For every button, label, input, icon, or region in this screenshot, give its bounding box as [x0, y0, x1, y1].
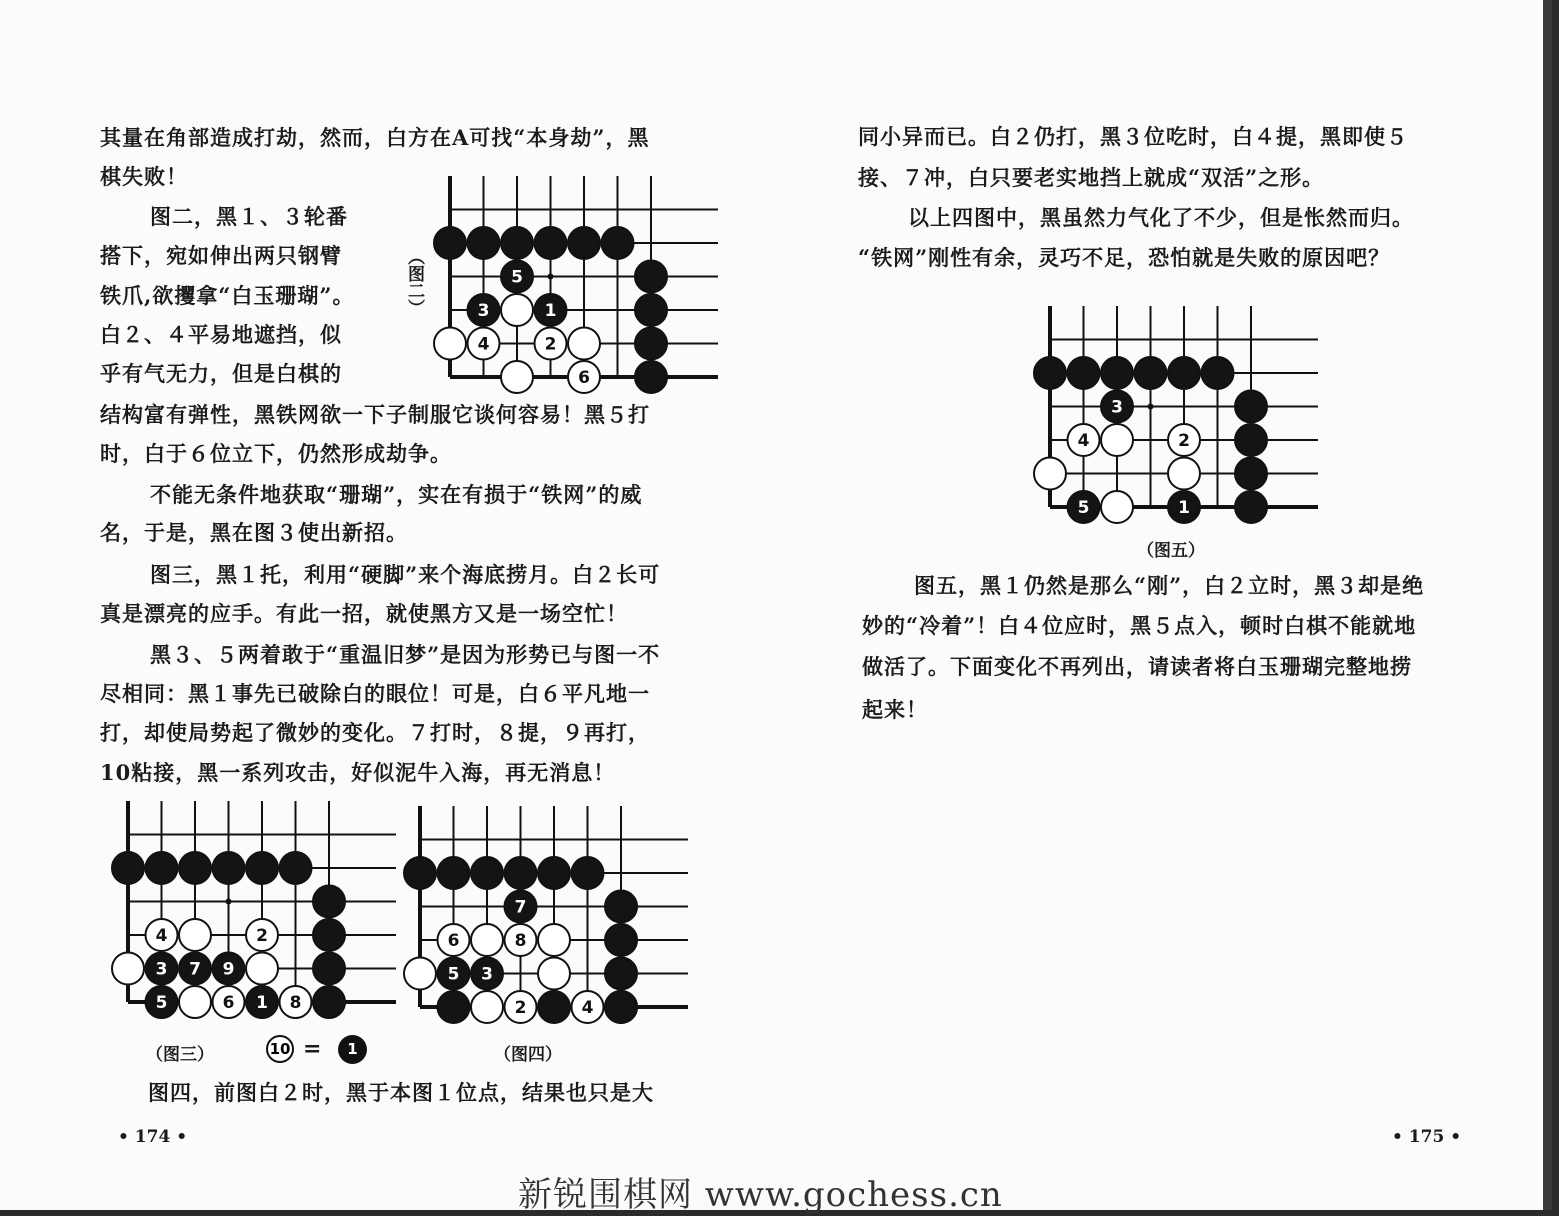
black-stone: [1235, 424, 1267, 456]
black-stone: [146, 852, 178, 884]
black-stone: [179, 852, 211, 884]
fig2-caption: （图二）: [404, 248, 424, 316]
move-number: 2: [256, 926, 268, 946]
move-number: 5: [155, 993, 168, 1013]
move-number: 2: [1178, 431, 1190, 451]
text-line: 10粘接，黑一系列攻击，好似泥牛入海，再无消息！: [100, 760, 616, 785]
text-line: 以上四图中，黑虽然力气化了不少，但是怅然而归。: [908, 205, 1414, 230]
black-stone: [112, 852, 144, 884]
black-stone: [538, 991, 570, 1023]
eq-black-stone-1: 1: [338, 1035, 367, 1064]
white-stone: [501, 361, 533, 393]
text-line: 真是漂亮的应手。有此一招，就使黑方又是一场空忙！: [100, 601, 628, 626]
fig4-go-diagram: [400, 800, 690, 1025]
text-line: 铁爪,欲攫拿“白玉珊瑚”。: [100, 283, 355, 308]
black-stone: [572, 857, 604, 889]
white-stone: [1168, 458, 1200, 490]
white-stone: [404, 958, 436, 990]
text-line: 图二，黑１、３轮番: [150, 204, 348, 229]
white-stone: [538, 958, 570, 990]
black-stone: [1235, 458, 1267, 490]
text-line: 时，白于６位立下，仍然形成劫争。: [100, 441, 452, 466]
black-stone: [1068, 357, 1100, 389]
black-stone: [535, 227, 567, 259]
move-number: 8: [514, 931, 527, 951]
white-stone: [434, 328, 466, 360]
black-stone: [635, 261, 667, 293]
fig2-go-diagram: [430, 170, 720, 395]
text-line: 棋失败！: [100, 164, 188, 189]
black-stone: [505, 857, 537, 889]
black-stone: [313, 986, 345, 1018]
black-stone: [635, 294, 667, 326]
text-line: 图三，黑１托，利用“硬脚”来个海底捞月。白２长可: [150, 562, 661, 587]
move-number: 8: [289, 993, 302, 1013]
move-number: 2: [544, 334, 557, 355]
text-line: 不能无条件地获取“珊瑚”，实在有损于“铁网”的威: [150, 482, 643, 507]
move-number: 9: [222, 959, 235, 980]
watermark: 新锐围棋网 www.gochess.cn: [518, 1175, 1003, 1215]
white-stone: [1034, 458, 1066, 490]
white-stone: [471, 924, 503, 956]
black-stone: [404, 857, 436, 889]
fig4-caption: （图四）: [494, 1045, 562, 1065]
black-stone: [280, 852, 312, 884]
black-stone: [1168, 357, 1200, 389]
white-stone: [471, 991, 503, 1023]
black-stone: [501, 227, 533, 259]
black-stone: [313, 919, 345, 951]
black-stone: [468, 227, 500, 259]
black-stone: [635, 361, 667, 393]
black-stone: [1135, 357, 1167, 389]
move-number: 6: [222, 993, 235, 1013]
text-line: 尽相同：黑１事先已破除白的眼位！可是，白６平凡地一: [100, 681, 650, 706]
move-number: 1: [544, 301, 557, 321]
text-line: 乎有气无力，但是白棋的: [100, 361, 342, 386]
text-line: 其量在角部造成打劫，然而，白方在A可找“本身劫”，黑: [100, 125, 650, 150]
page-number-left: • 174 •: [118, 1127, 188, 1147]
move-number: 1: [1178, 498, 1190, 518]
fig3-caption: （图三）: [146, 1045, 214, 1065]
eq-white-stone-10: 10: [266, 1035, 294, 1063]
text-line: 打，却使局势起了微妙的变化。７打时，８提，９再打，: [100, 720, 650, 745]
star-point: [226, 899, 232, 905]
white-stone: [246, 953, 278, 985]
fig3-go-diagram: [108, 795, 398, 1020]
text-line: 图四，前图白２时，黑于本图１位点，结果也只是大: [148, 1080, 654, 1105]
move-number: 4: [477, 334, 490, 355]
move-number: 2: [514, 998, 527, 1018]
fig5-go-diagram: [1030, 300, 1320, 525]
white-stone: [1101, 491, 1133, 523]
move-number: 4: [1077, 431, 1090, 451]
move-number: 6: [447, 931, 460, 951]
eq-sign: =: [303, 1036, 322, 1062]
star-point: [1148, 404, 1154, 410]
white-stone: [179, 986, 211, 1018]
black-stone: [1101, 357, 1133, 389]
black-stone: [1202, 357, 1234, 389]
black-stone: [213, 852, 245, 884]
move-number: 6: [578, 368, 590, 388]
black-stone: [538, 857, 570, 889]
black-stone: [434, 227, 466, 259]
black-stone: [438, 991, 470, 1023]
move-number: 3: [481, 964, 493, 985]
move-number: 3: [477, 301, 490, 321]
text-line: 黑３、５两着敢于“重温旧梦”是因为形势已与图一不: [150, 642, 661, 667]
page-number-right: • 175 •: [1392, 1127, 1462, 1147]
white-stone: [501, 294, 533, 326]
black-stone: [568, 227, 600, 259]
text-line: 名，于是，黑在图３使出新招。: [100, 520, 408, 545]
move-number: 5: [1077, 498, 1090, 518]
star-point: [548, 274, 554, 280]
text-line: “铁网”刚性有余，灵巧不足，恐怕就是失败的原因吧？: [858, 245, 1391, 270]
move-number: 4: [581, 998, 594, 1018]
text-line: 搭下，宛如伸出两只钢臂: [100, 243, 342, 268]
move-number: 3: [155, 959, 168, 980]
black-stone: [605, 991, 637, 1023]
move-number: 7: [514, 897, 527, 918]
black-stone: [246, 852, 278, 884]
black-stone: [1235, 491, 1267, 523]
black-stone: [313, 953, 345, 985]
white-stone: [568, 328, 600, 360]
move-number: 4: [155, 926, 168, 946]
move-number: 7: [189, 959, 201, 980]
black-stone: [471, 857, 503, 889]
move-number: 5: [447, 964, 460, 985]
black-stone: [635, 328, 667, 360]
black-stone: [1235, 391, 1267, 423]
move-number: 3: [1111, 397, 1123, 418]
text-line: 结构富有弹性，黑铁网欲一下子制服它谈何容易！黑５打: [100, 402, 650, 427]
move-number: 5: [511, 267, 523, 288]
text-line: 接、７冲，白只要老实地挡上就成“双活”之形。: [858, 165, 1325, 190]
white-stone: [179, 919, 211, 951]
white-stone: [1101, 424, 1133, 456]
text-line: 妙的“冷着”！白４位应时，黑５点入，顿时白棋不能就地: [862, 613, 1417, 638]
text-line: 起来！: [862, 697, 928, 722]
text-line: 做活了。下面变化不再列出，请读者将白玉珊瑚完整地捞: [862, 654, 1412, 679]
black-stone: [605, 958, 637, 990]
black-stone: [438, 857, 470, 889]
black-stone: [313, 886, 345, 918]
text-line: 图五，黑１仍然是那么“刚”，白２立时，黑３却是绝: [914, 573, 1425, 598]
text-line: 白２、４平易地遮挡，似: [100, 322, 342, 347]
black-stone: [605, 891, 637, 923]
fig5-caption: （图五）: [1137, 541, 1205, 561]
black-stone: [605, 924, 637, 956]
black-stone: [1034, 357, 1066, 389]
text-line: 同小异而已。白２仍打，黑３位吃时，白４提，黑即使５: [858, 124, 1408, 149]
white-stone: [538, 924, 570, 956]
move-number: 1: [256, 993, 268, 1013]
white-stone: [112, 953, 144, 985]
black-stone: [602, 227, 634, 259]
